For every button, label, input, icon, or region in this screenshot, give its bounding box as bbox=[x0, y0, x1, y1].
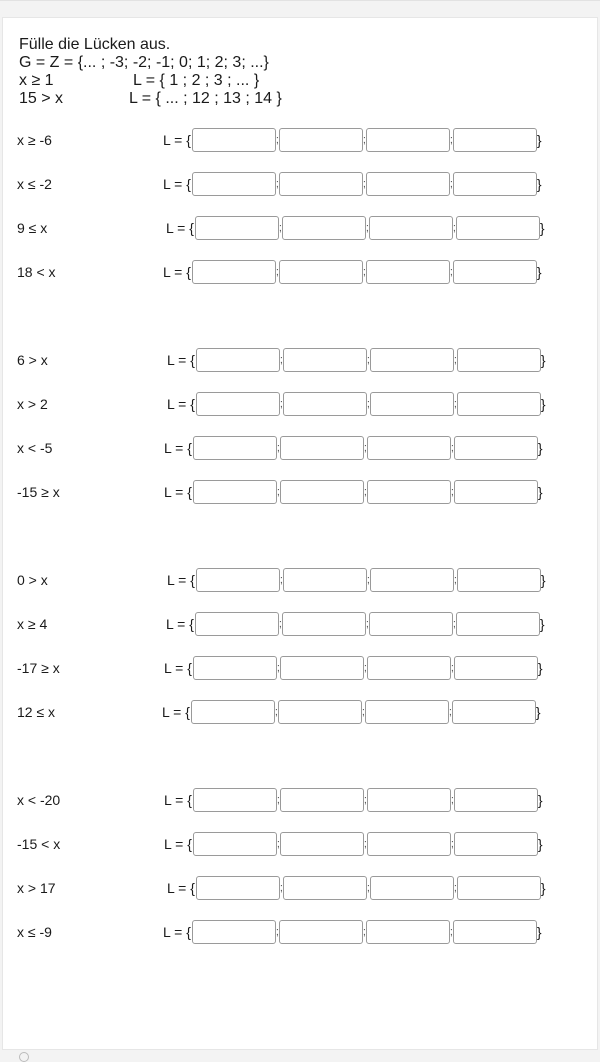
answer-input-1[interactable] bbox=[192, 920, 276, 944]
answer-input-3[interactable] bbox=[366, 172, 450, 196]
answer-input-4[interactable] bbox=[454, 788, 538, 812]
separator: ; bbox=[362, 134, 366, 146]
separator: ; bbox=[275, 926, 279, 938]
solution-set bbox=[166, 215, 545, 241]
instruction-title: Fülle die Lücken aus. bbox=[19, 36, 171, 53]
set-label: L = { bbox=[167, 396, 195, 412]
separator: ; bbox=[366, 574, 370, 586]
set-close-brace: } bbox=[540, 880, 546, 896]
answer-input-4[interactable] bbox=[454, 480, 538, 504]
answer-input-3[interactable] bbox=[367, 436, 451, 460]
separator: ; bbox=[363, 442, 367, 454]
set-label: L = { bbox=[164, 660, 192, 676]
answer-input-3[interactable] bbox=[369, 612, 453, 636]
separator: ; bbox=[452, 618, 456, 630]
answer-input-1[interactable] bbox=[195, 612, 279, 636]
inequality-label: x ≤ -9 bbox=[17, 924, 52, 940]
separator: ; bbox=[365, 618, 369, 630]
answer-input-4[interactable] bbox=[452, 700, 536, 724]
separator: ; bbox=[362, 178, 366, 190]
set-close-brace: } bbox=[540, 572, 546, 588]
exercise-row bbox=[0, 875, 600, 901]
separator: ; bbox=[449, 266, 453, 278]
separator: ; bbox=[279, 574, 283, 586]
inequality-label: x ≤ -2 bbox=[17, 176, 52, 192]
answer-input-3[interactable] bbox=[366, 128, 450, 152]
set-close-brace: } bbox=[539, 220, 545, 236]
set-label: L = { bbox=[167, 352, 195, 368]
answer-input-3[interactable] bbox=[367, 832, 451, 856]
separator: ; bbox=[276, 442, 280, 454]
answer-input-2[interactable] bbox=[278, 700, 362, 724]
set-label: L = { bbox=[163, 924, 191, 940]
separator: ; bbox=[275, 134, 279, 146]
solution-set bbox=[164, 787, 543, 813]
answer-input-2[interactable] bbox=[279, 172, 363, 196]
solution-set bbox=[163, 171, 542, 197]
exercise-row bbox=[0, 259, 600, 285]
example-2 bbox=[19, 90, 282, 108]
answer-input-3[interactable] bbox=[367, 656, 451, 680]
set-close-brace: } bbox=[537, 836, 543, 852]
separator: ; bbox=[453, 882, 457, 894]
separator: ; bbox=[448, 706, 452, 718]
answer-input-3[interactable] bbox=[367, 480, 451, 504]
example-2-inequality: 15 > x bbox=[19, 90, 64, 107]
answer-input-4[interactable] bbox=[457, 348, 541, 372]
set-label: L = { bbox=[162, 704, 190, 720]
inequality-label: x < -5 bbox=[17, 440, 53, 456]
answer-input-2[interactable] bbox=[283, 568, 367, 592]
answer-input-2[interactable] bbox=[282, 216, 366, 240]
set-close-brace: } bbox=[539, 616, 545, 632]
separator: ; bbox=[274, 706, 278, 718]
separator: ; bbox=[365, 222, 369, 234]
answer-input-4[interactable] bbox=[453, 260, 537, 284]
exercise-row bbox=[0, 611, 600, 637]
answer-input-1[interactable] bbox=[191, 700, 275, 724]
set-close-brace: } bbox=[537, 484, 543, 500]
example-1-solution: L = { 1 ; 2 ; 3 ; ... } bbox=[133, 72, 260, 89]
set-close-brace: } bbox=[536, 176, 542, 192]
separator: ; bbox=[449, 134, 453, 146]
separator: ; bbox=[449, 926, 453, 938]
example-1-inequality: x ≥ 1 bbox=[19, 72, 54, 89]
separator: ; bbox=[366, 354, 370, 366]
answer-input-4[interactable] bbox=[456, 216, 540, 240]
solution-set bbox=[164, 831, 543, 857]
base-set: G = Z = {... ; -3; -2; -1; 0; 1; 2; 3; ...} bbox=[19, 54, 269, 71]
set-close-brace: } bbox=[537, 660, 543, 676]
inequality-label: x ≥ -6 bbox=[17, 132, 52, 148]
set-label: L = { bbox=[163, 176, 191, 192]
answer-input-2[interactable] bbox=[280, 788, 364, 812]
answer-input-3[interactable] bbox=[370, 392, 454, 416]
set-label: L = { bbox=[164, 792, 192, 808]
separator: ; bbox=[363, 838, 367, 850]
solution-set bbox=[167, 347, 546, 373]
separator: ; bbox=[275, 266, 279, 278]
separator: ; bbox=[276, 662, 280, 674]
separator: ; bbox=[362, 926, 366, 938]
answer-input-1[interactable] bbox=[196, 392, 280, 416]
answer-input-2[interactable] bbox=[279, 128, 363, 152]
exercise-row bbox=[0, 435, 600, 461]
set-close-brace: } bbox=[536, 264, 542, 280]
answer-input-4[interactable] bbox=[453, 172, 537, 196]
solution-set bbox=[163, 127, 542, 153]
set-label: L = { bbox=[167, 880, 195, 896]
answer-input-3[interactable] bbox=[369, 216, 453, 240]
separator: ; bbox=[453, 398, 457, 410]
inequality-label: x > 17 bbox=[17, 880, 56, 896]
exercise-row bbox=[0, 171, 600, 197]
answer-input-1[interactable] bbox=[196, 348, 280, 372]
set-close-brace: } bbox=[540, 396, 546, 412]
inequality-label: 12 ≤ x bbox=[17, 704, 56, 720]
instructions bbox=[19, 36, 282, 108]
answer-input-4[interactable] bbox=[454, 656, 538, 680]
set-label: L = { bbox=[163, 132, 191, 148]
answer-input-2[interactable] bbox=[283, 876, 367, 900]
set-close-brace: } bbox=[536, 132, 542, 148]
solution-set bbox=[162, 699, 541, 725]
separator: ; bbox=[275, 178, 279, 190]
inequality-label: 18 < x bbox=[17, 264, 56, 280]
separator: ; bbox=[452, 222, 456, 234]
separator: ; bbox=[450, 486, 454, 498]
inequality-label: -15 ≥ x bbox=[17, 484, 60, 500]
separator: ; bbox=[366, 398, 370, 410]
answer-input-3[interactable] bbox=[366, 260, 450, 284]
answer-input-1[interactable] bbox=[193, 480, 277, 504]
exercise-row bbox=[0, 831, 600, 857]
inequality-label: x > 2 bbox=[17, 396, 48, 412]
answer-input-2[interactable] bbox=[280, 436, 364, 460]
answer-input-3[interactable] bbox=[365, 700, 449, 724]
exercise-row bbox=[0, 127, 600, 153]
inequality-label: 6 > x bbox=[17, 352, 48, 368]
separator: ; bbox=[279, 882, 283, 894]
answer-input-1[interactable] bbox=[195, 216, 279, 240]
set-close-brace: } bbox=[537, 440, 543, 456]
answer-input-1[interactable] bbox=[193, 656, 277, 680]
exercise-row bbox=[0, 655, 600, 681]
answer-input-3[interactable] bbox=[370, 348, 454, 372]
separator: ; bbox=[449, 178, 453, 190]
answer-input-2[interactable] bbox=[280, 832, 364, 856]
exercise-row bbox=[0, 479, 600, 505]
answer-input-4[interactable] bbox=[457, 568, 541, 592]
inequality-label: -17 ≥ x bbox=[17, 660, 60, 676]
separator: ; bbox=[279, 398, 283, 410]
solution-set bbox=[163, 259, 542, 285]
example-1 bbox=[19, 72, 269, 90]
separator: ; bbox=[363, 486, 367, 498]
set-close-brace: } bbox=[540, 352, 546, 368]
exercise-row bbox=[0, 787, 600, 813]
answer-input-1[interactable] bbox=[192, 172, 276, 196]
solution-set bbox=[164, 655, 543, 681]
inequality-label: x ≥ 4 bbox=[17, 616, 48, 632]
answer-input-1[interactable] bbox=[192, 260, 276, 284]
exercise-row bbox=[0, 347, 600, 373]
answer-input-3[interactable] bbox=[370, 876, 454, 900]
answer-input-1[interactable] bbox=[196, 568, 280, 592]
set-close-brace: } bbox=[537, 792, 543, 808]
set-label: L = { bbox=[164, 836, 192, 852]
set-label: L = { bbox=[163, 264, 191, 280]
separator: ; bbox=[278, 222, 282, 234]
answer-input-4[interactable] bbox=[454, 436, 538, 460]
solution-set bbox=[167, 875, 546, 901]
set-label: L = { bbox=[167, 572, 195, 588]
set-close-brace: } bbox=[535, 704, 541, 720]
answer-input-1[interactable] bbox=[192, 128, 276, 152]
separator: ; bbox=[366, 882, 370, 894]
set-label: L = { bbox=[164, 440, 192, 456]
separator: ; bbox=[450, 794, 454, 806]
answer-input-1[interactable] bbox=[193, 788, 277, 812]
solution-set bbox=[164, 479, 543, 505]
separator: ; bbox=[276, 794, 280, 806]
answer-input-1[interactable] bbox=[196, 876, 280, 900]
separator: ; bbox=[279, 354, 283, 366]
separator: ; bbox=[276, 838, 280, 850]
solution-set bbox=[163, 919, 542, 945]
set-label: L = { bbox=[164, 484, 192, 500]
separator: ; bbox=[276, 486, 280, 498]
answer-input-4[interactable] bbox=[456, 612, 540, 636]
example-2-solution: L = { ... ; 12 ; 13 ; 14 } bbox=[129, 90, 282, 107]
solution-set bbox=[167, 567, 546, 593]
answer-input-3[interactable] bbox=[370, 568, 454, 592]
inequality-label: -15 < x bbox=[17, 836, 61, 852]
inequality-label: 0 > x bbox=[17, 572, 48, 588]
answer-input-2[interactable] bbox=[280, 656, 364, 680]
exercise-row bbox=[0, 567, 600, 593]
set-label: L = { bbox=[166, 616, 194, 632]
exercise-row bbox=[0, 215, 600, 241]
answer-input-2[interactable] bbox=[283, 392, 367, 416]
answer-input-4[interactable] bbox=[457, 876, 541, 900]
set-label: L = { bbox=[166, 220, 194, 236]
answer-input-3[interactable] bbox=[367, 788, 451, 812]
separator: ; bbox=[450, 662, 454, 674]
answer-input-3[interactable] bbox=[366, 920, 450, 944]
solution-set bbox=[166, 611, 545, 637]
set-close-brace: } bbox=[536, 924, 542, 940]
answer-input-2[interactable] bbox=[280, 480, 364, 504]
separator: ; bbox=[453, 574, 457, 586]
separator: ; bbox=[278, 618, 282, 630]
answer-input-4[interactable] bbox=[453, 920, 537, 944]
exercise-row bbox=[0, 391, 600, 417]
solution-set bbox=[167, 391, 546, 417]
separator: ; bbox=[361, 706, 365, 718]
bottom-circle bbox=[19, 1052, 29, 1062]
answer-input-4[interactable] bbox=[453, 128, 537, 152]
exercise-row bbox=[0, 699, 600, 725]
answer-input-4[interactable] bbox=[454, 832, 538, 856]
inequality-label: 9 ≤ x bbox=[17, 220, 48, 236]
separator: ; bbox=[450, 442, 454, 454]
separator: ; bbox=[453, 354, 457, 366]
answer-input-1[interactable] bbox=[193, 832, 277, 856]
inequality-label: x < -20 bbox=[17, 792, 61, 808]
answer-input-2[interactable] bbox=[279, 920, 363, 944]
answer-input-2[interactable] bbox=[282, 612, 366, 636]
answer-input-4[interactable] bbox=[457, 392, 541, 416]
separator: ; bbox=[363, 662, 367, 674]
answer-input-1[interactable] bbox=[193, 436, 277, 460]
answer-input-2[interactable] bbox=[283, 348, 367, 372]
answer-input-2[interactable] bbox=[279, 260, 363, 284]
top-border bbox=[0, 0, 600, 1]
separator: ; bbox=[363, 794, 367, 806]
solution-set bbox=[164, 435, 543, 461]
exercise-row bbox=[0, 919, 600, 945]
separator: ; bbox=[362, 266, 366, 278]
separator: ; bbox=[450, 838, 454, 850]
